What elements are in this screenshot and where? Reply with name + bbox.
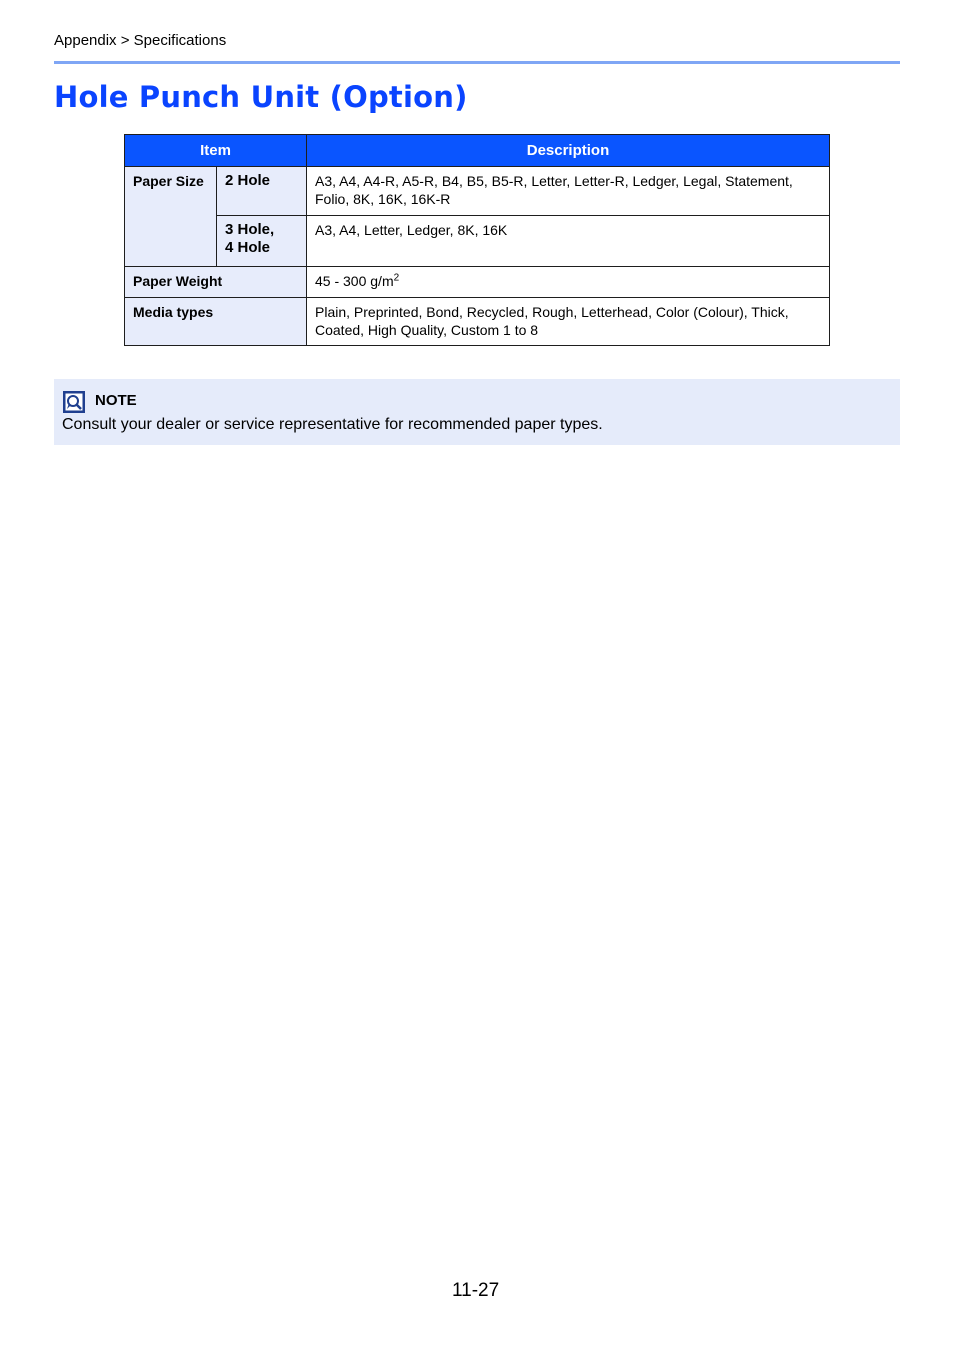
note-box xyxy=(54,379,900,445)
spec-table xyxy=(124,134,830,346)
page-number: 11-27 xyxy=(452,1280,500,1301)
paper-weight-value: 45 - 300 g/m xyxy=(315,273,394,289)
desc-media-types: Plain, Preprinted, Bond, Recycled, Rough, Letterhead, Color (Colour), Thick, Coated, High Quality, Custom 1 to 8 xyxy=(307,298,830,346)
desc-3-4-hole: A3, A4, Letter, Ledger, 8K, 16K xyxy=(307,216,830,267)
desc-paper-weight xyxy=(307,267,830,298)
sub-item-4-hole: 4 Hole xyxy=(225,239,271,256)
media-types-label: Media types xyxy=(125,298,307,346)
table-row xyxy=(125,298,830,346)
sub-item-2-hole: 2 Hole xyxy=(217,167,307,216)
table-row xyxy=(125,167,830,216)
breadcrumb: Appendix > Specifications xyxy=(54,32,227,49)
desc-2-hole: A3, A4, A4-R, A5-R, B4, B5, B5-R, Letter, Letter-R, Ledger, Legal, Statement, Folio, 8K, 16K, 16K-R xyxy=(307,167,830,216)
header-description: Description xyxy=(307,135,830,167)
table-row xyxy=(125,216,830,267)
note-label: NOTE xyxy=(95,392,137,409)
header-item: Item xyxy=(125,135,307,167)
note-text: Consult your dealer or service representative for recommended paper types. xyxy=(62,416,603,433)
paper-size-label: Paper Size xyxy=(125,167,217,267)
page-title: Hole Punch Unit (Option) xyxy=(54,80,468,114)
sub-item-3-hole: 3 Hole, xyxy=(225,221,275,238)
paper-weight-label: Paper Weight xyxy=(125,267,307,298)
table-row xyxy=(125,267,830,298)
header-rule xyxy=(54,61,900,64)
paper-weight-sup: 2 xyxy=(393,272,400,284)
table-header-row xyxy=(125,135,830,167)
sub-item-3-4-hole xyxy=(217,216,307,267)
note-icon xyxy=(63,391,85,413)
